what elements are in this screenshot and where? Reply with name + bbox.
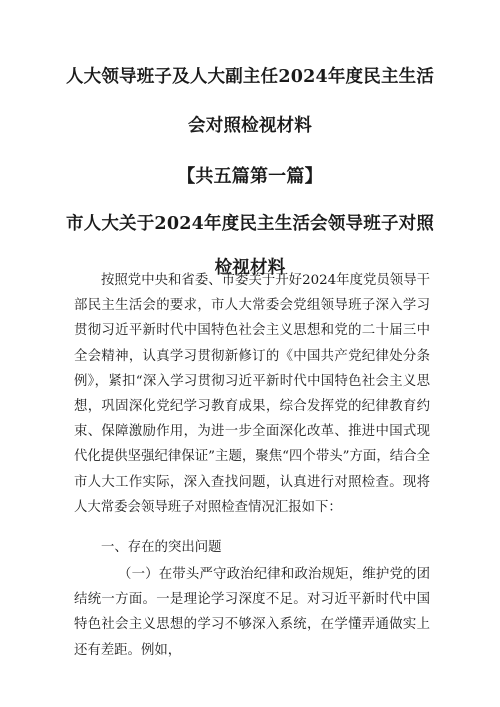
section-heading: 一、存在的突出问题 — [101, 540, 222, 555]
document-subtitle-line-1: 市人大关于2024年度民主生活会领导班子对照 — [65, 214, 435, 234]
series-label: 【共五篇第一篇】 — [177, 166, 323, 187]
document-title-line-2: 会对照检视材料 — [188, 116, 312, 136]
document-subtitle-line-2: 检视材料 — [214, 258, 286, 278]
intro-paragraph: 按照党中央和省委、市委关于开好2024年度党员领导干部民主生活会的要求，市人大常委会党组领导班子深入学习贯彻习近平新时代中国特色社会主义思想和党的二十届三中全会精神，认真学习贯彻新修订的《中国共产党纪律处分条例》，紧扣“深入学习贯彻习近平新时代中国特色社会主义思想，巩固深化党纪学习教育成果，综合发挥党的纪律教育约束、保障激励作用，为进一步全面深化改革、推进中国式现代化提供坚强纪律保证”主题，聚焦“四个带头”方面，结合全市人大工作实际，深入查找问题，认真进行对照检查。现将人大常委会领导班子对照检查情况汇报如下： — [74, 273, 430, 515]
section-paragraph: （一）在带头严守政治纪律和政治规矩，维护党的团结统一方面。一是理论学习深度不足。对习近平新时代中国特色社会主义思想的学习不够深入系统，在学懂弄通做实上还有差距。例如， — [74, 567, 430, 658]
document-title-line-1: 人大领导班子及人大副主任2024年度民主生活 — [65, 67, 435, 87]
